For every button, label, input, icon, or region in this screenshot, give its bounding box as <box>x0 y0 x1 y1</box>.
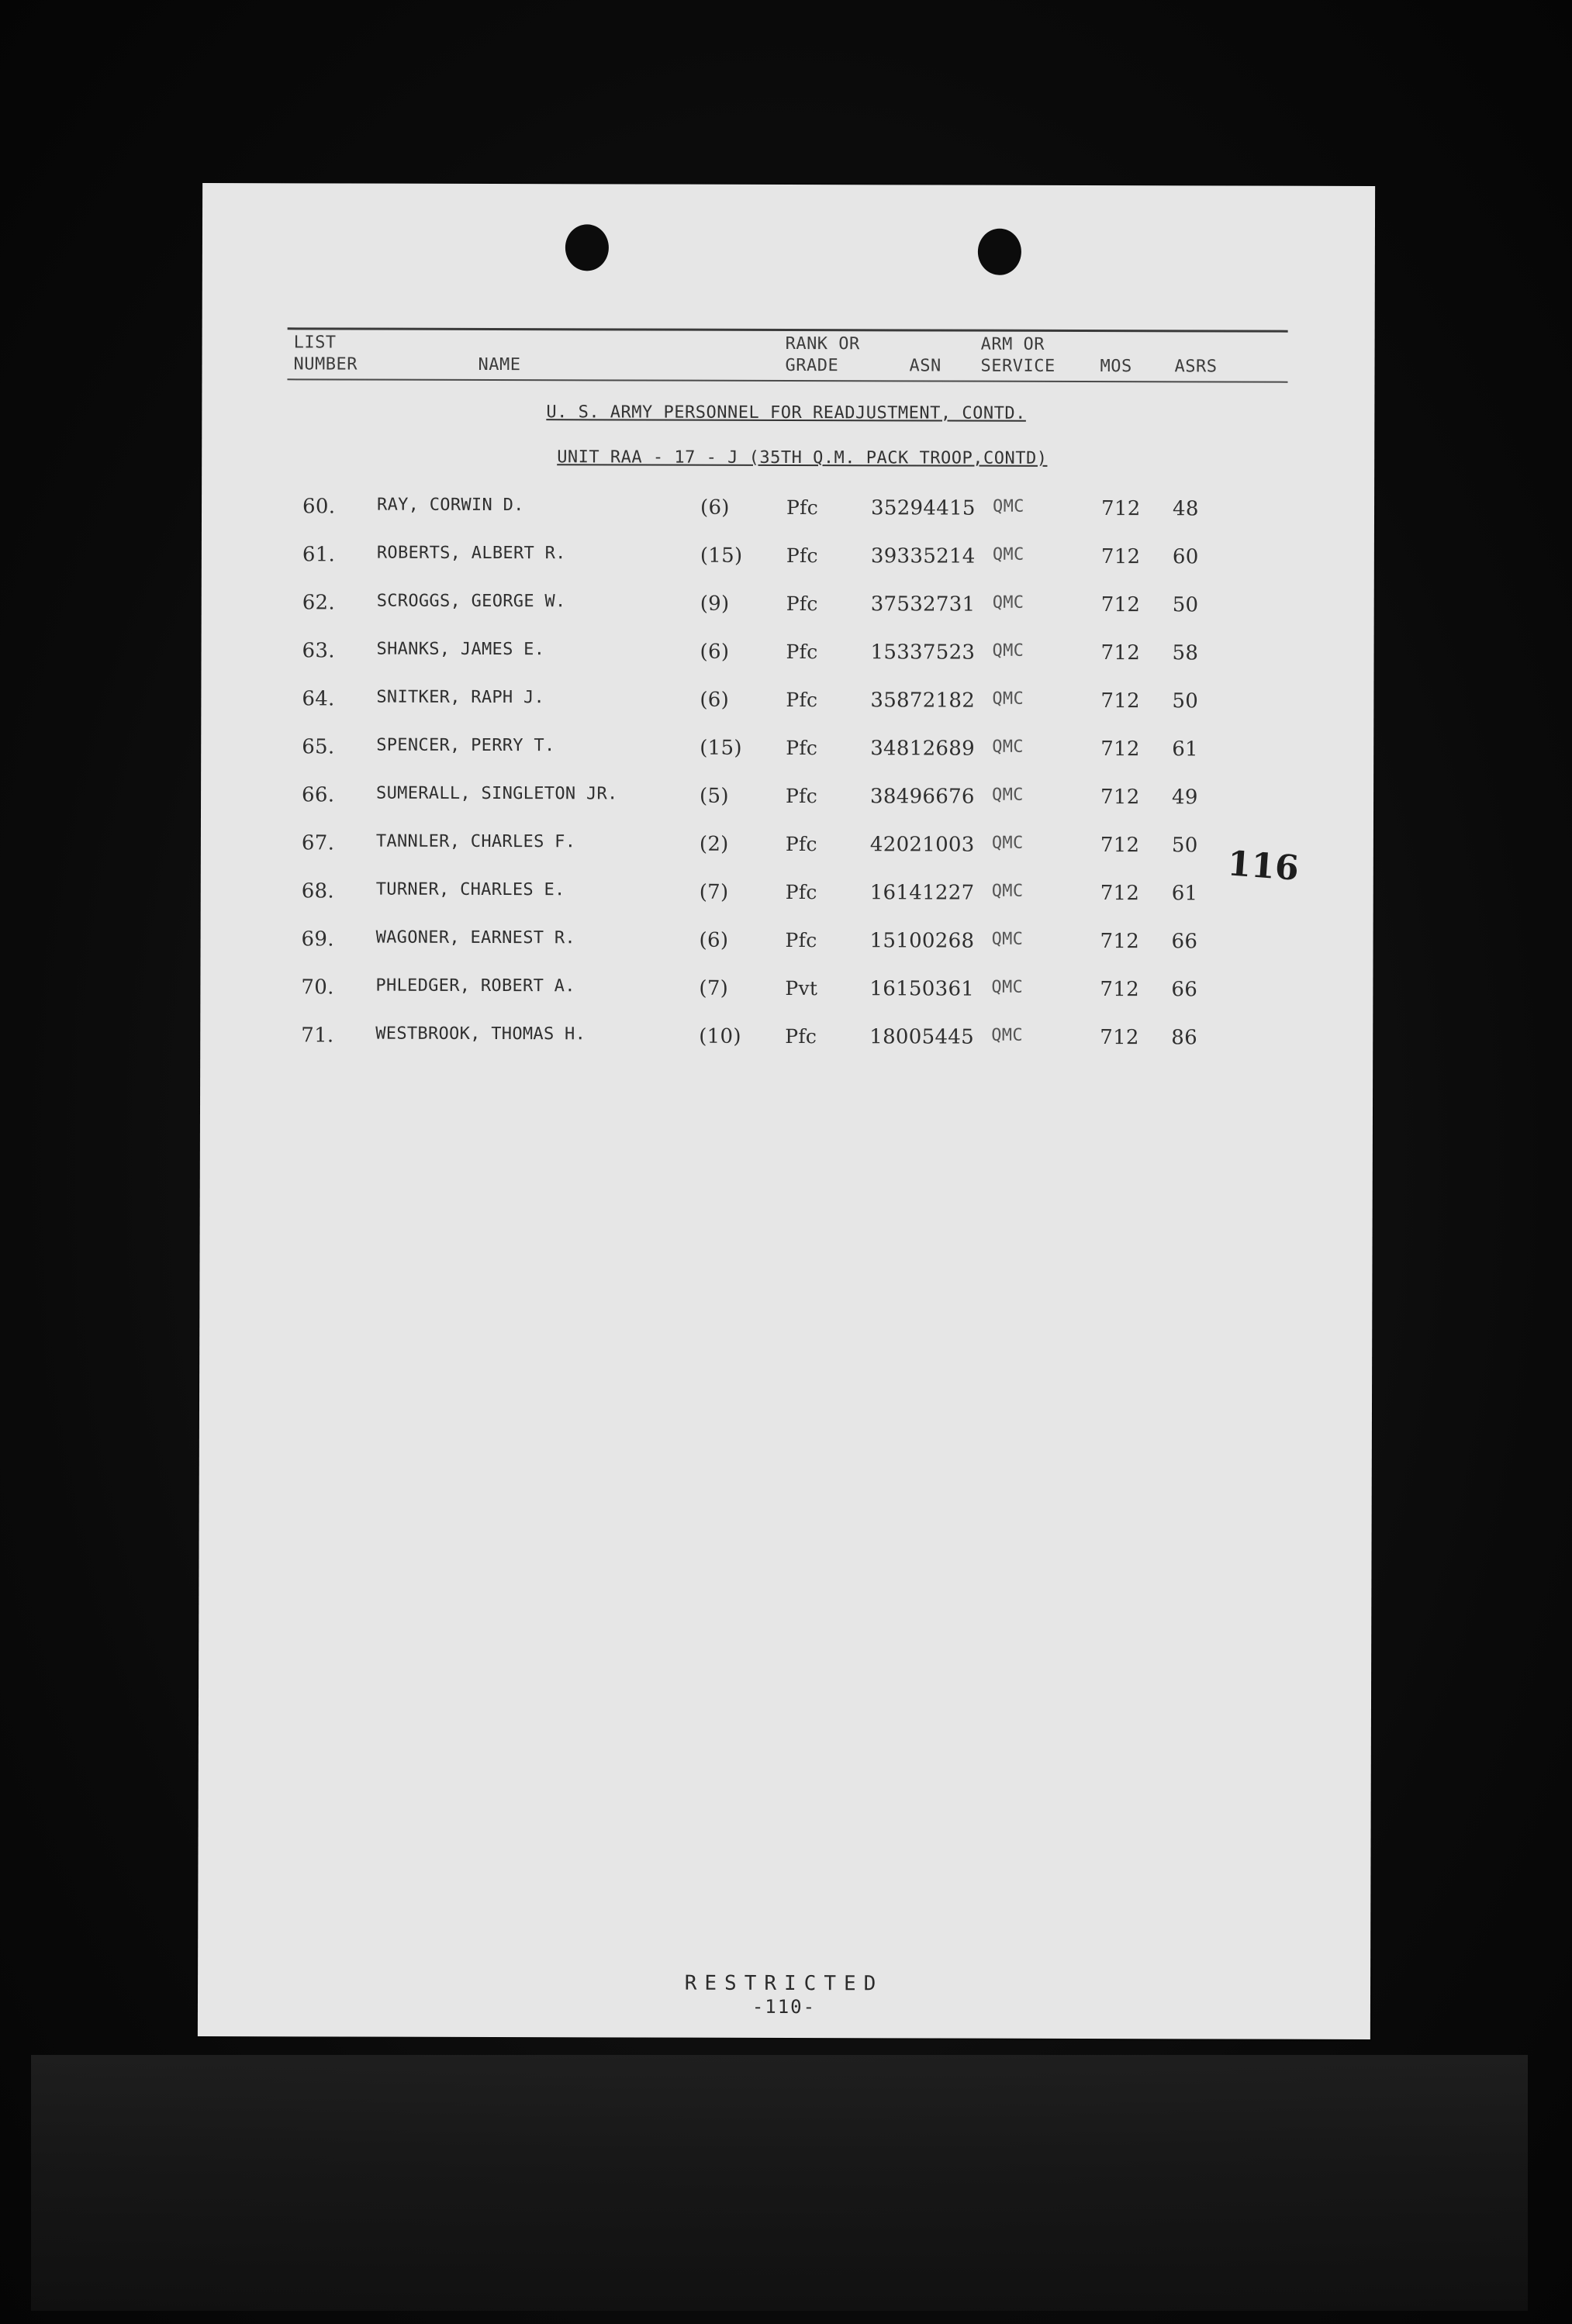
list-item <box>201 831 1373 865</box>
code: (9) <box>700 592 730 616</box>
code: (6) <box>699 928 729 952</box>
list-item <box>202 543 1374 577</box>
list-number: 71. <box>301 1024 334 1048</box>
person-name: SUMERALL, SINGLETON JR. <box>376 783 618 804</box>
grade: Pfc <box>786 592 818 616</box>
mos: 712 <box>1100 545 1141 569</box>
code: (15) <box>700 544 743 568</box>
list-item <box>202 495 1374 529</box>
grade: Pfc <box>785 832 817 856</box>
header-asrs: ASRS <box>1174 357 1218 377</box>
list-number: 65. <box>302 735 335 759</box>
header-rank-grade: RANK OR GRADE <box>785 333 860 376</box>
list-item <box>201 735 1373 769</box>
punch-hole-left <box>565 224 609 271</box>
mos: 712 <box>1100 497 1141 521</box>
asrs: 48 <box>1172 497 1199 521</box>
list-item <box>201 639 1373 673</box>
list-item <box>200 976 1373 1010</box>
service: QMC <box>991 929 1024 949</box>
list-number: 70. <box>301 976 334 1000</box>
person-name: RAY, CORWIN D. <box>377 495 524 516</box>
header-list-number: LIST NUMBER <box>293 333 358 375</box>
asn: 38496676 <box>870 785 975 809</box>
header-rule-top <box>288 327 1288 332</box>
grade: Pvt <box>785 976 818 1000</box>
code: (10) <box>699 1024 741 1048</box>
list-number: 69. <box>301 927 334 951</box>
mos: 712 <box>1100 737 1140 761</box>
asrs: 61 <box>1172 737 1198 761</box>
mos: 712 <box>1100 834 1140 858</box>
list-number: 60. <box>302 495 336 519</box>
grade: Pfc <box>785 928 817 952</box>
list-item <box>201 687 1373 721</box>
asn: 18005445 <box>869 1025 975 1049</box>
service: QMC <box>992 737 1024 757</box>
grade: Pfc <box>786 496 819 520</box>
code: (7) <box>699 976 729 1000</box>
service: QMC <box>992 544 1024 565</box>
scanner-bed-shadow <box>31 2055 1528 2311</box>
grade: Pfc <box>786 736 818 760</box>
asn: 15100268 <box>869 929 975 953</box>
person-name: SPENCER, PERRY T. <box>376 735 555 756</box>
mos: 712 <box>1100 1026 1139 1050</box>
page-number: -110- <box>751 1995 817 2018</box>
asn: 37532731 <box>870 592 976 616</box>
asn: 42021003 <box>869 833 975 857</box>
punch-hole-right <box>978 229 1021 275</box>
service: QMC <box>992 641 1024 661</box>
code: (6) <box>700 496 730 520</box>
code: (2) <box>699 832 729 856</box>
service: QMC <box>992 592 1024 613</box>
service: QMC <box>991 977 1024 997</box>
person-name: TURNER, CHARLES E. <box>375 879 565 900</box>
code: (15) <box>700 736 742 760</box>
code: (5) <box>700 784 729 808</box>
asrs: 61 <box>1171 882 1198 906</box>
header-mos: MOS <box>1100 357 1132 377</box>
list-item <box>202 591 1374 625</box>
code: (6) <box>700 688 730 712</box>
handwritten-page-number: 116 <box>1226 844 1301 889</box>
service: QMC <box>992 785 1024 805</box>
person-name: SHANKS, JAMES E. <box>376 639 545 660</box>
list-number: 66. <box>302 783 335 807</box>
header-asn: ASN <box>909 356 941 376</box>
header-rule-bottom <box>287 378 1287 382</box>
asrs: 66 <box>1171 978 1198 1002</box>
asrs: 66 <box>1171 930 1198 954</box>
asrs: 50 <box>1172 593 1199 617</box>
mos: 712 <box>1100 689 1140 713</box>
list-item <box>201 879 1373 913</box>
list-item <box>201 783 1373 817</box>
person-name: WESTBROOK, THOMAS H. <box>375 1024 586 1045</box>
asrs: 50 <box>1171 834 1198 858</box>
grade: Pfc <box>786 784 818 808</box>
grade: Pfc <box>786 544 818 568</box>
person-name: PHLEDGER, ROBERT A. <box>375 976 575 996</box>
asrs: 50 <box>1172 689 1199 713</box>
person-name: SNITKER, RAPH J. <box>376 687 545 708</box>
list-number: 62. <box>302 591 336 615</box>
header-name: NAME <box>478 354 521 375</box>
person-name: ROBERTS, ALBERT R. <box>376 543 566 564</box>
mos: 712 <box>1100 786 1140 810</box>
asrs: 86 <box>1171 1026 1197 1050</box>
asn: 34812689 <box>870 737 976 761</box>
grade: Pfc <box>786 688 818 712</box>
asn: 35872182 <box>870 689 976 713</box>
mos: 712 <box>1100 978 1139 1002</box>
asrs: 49 <box>1172 786 1198 810</box>
list-number: 64. <box>302 687 335 711</box>
asn: 16141227 <box>869 881 975 905</box>
service: QMC <box>993 496 1024 516</box>
asn: 39335214 <box>870 544 976 568</box>
person-name: WAGONER, EARNEST R. <box>375 927 575 948</box>
list-number: 68. <box>301 879 335 903</box>
person-name: SCROGGS, GEORGE W. <box>376 591 566 612</box>
service: QMC <box>991 833 1024 853</box>
mos: 712 <box>1100 593 1141 617</box>
document-page <box>198 183 1375 2039</box>
unit-title: UNIT RAA - 17 - J (35TH Q.M. PACK TROOP,CONTD) <box>557 447 1048 468</box>
service: QMC <box>992 689 1024 709</box>
code: (7) <box>699 880 729 904</box>
code: (6) <box>700 640 730 664</box>
asrs: 60 <box>1172 545 1199 569</box>
list-item <box>201 927 1373 962</box>
mos: 712 <box>1100 641 1141 665</box>
list-number: 63. <box>302 639 335 663</box>
grade: Pfc <box>786 640 818 664</box>
classification-marking: RESTRICTED <box>684 1971 884 1996</box>
person-name: TANNLER, CHARLES F. <box>375 831 576 852</box>
list-number: 61. <box>302 543 336 567</box>
mos: 712 <box>1100 930 1140 954</box>
asn: 15337523 <box>870 641 976 665</box>
asn: 16150361 <box>869 977 975 1001</box>
grade: Pfc <box>785 1024 817 1048</box>
mos: 712 <box>1100 882 1140 906</box>
section-title: U. S. ARMY PERSONNEL FOR READJUSTMENT, CONTD. <box>546 402 1026 423</box>
list-number: 67. <box>301 831 335 855</box>
header-arm-service: ARM OR SERVICE <box>980 334 1055 376</box>
service: QMC <box>991 1025 1023 1045</box>
asrs: 58 <box>1172 641 1199 665</box>
asn: 35294415 <box>870 496 976 520</box>
service: QMC <box>991 881 1024 901</box>
list-item <box>200 1024 1373 1058</box>
grade: Pfc <box>785 880 817 904</box>
